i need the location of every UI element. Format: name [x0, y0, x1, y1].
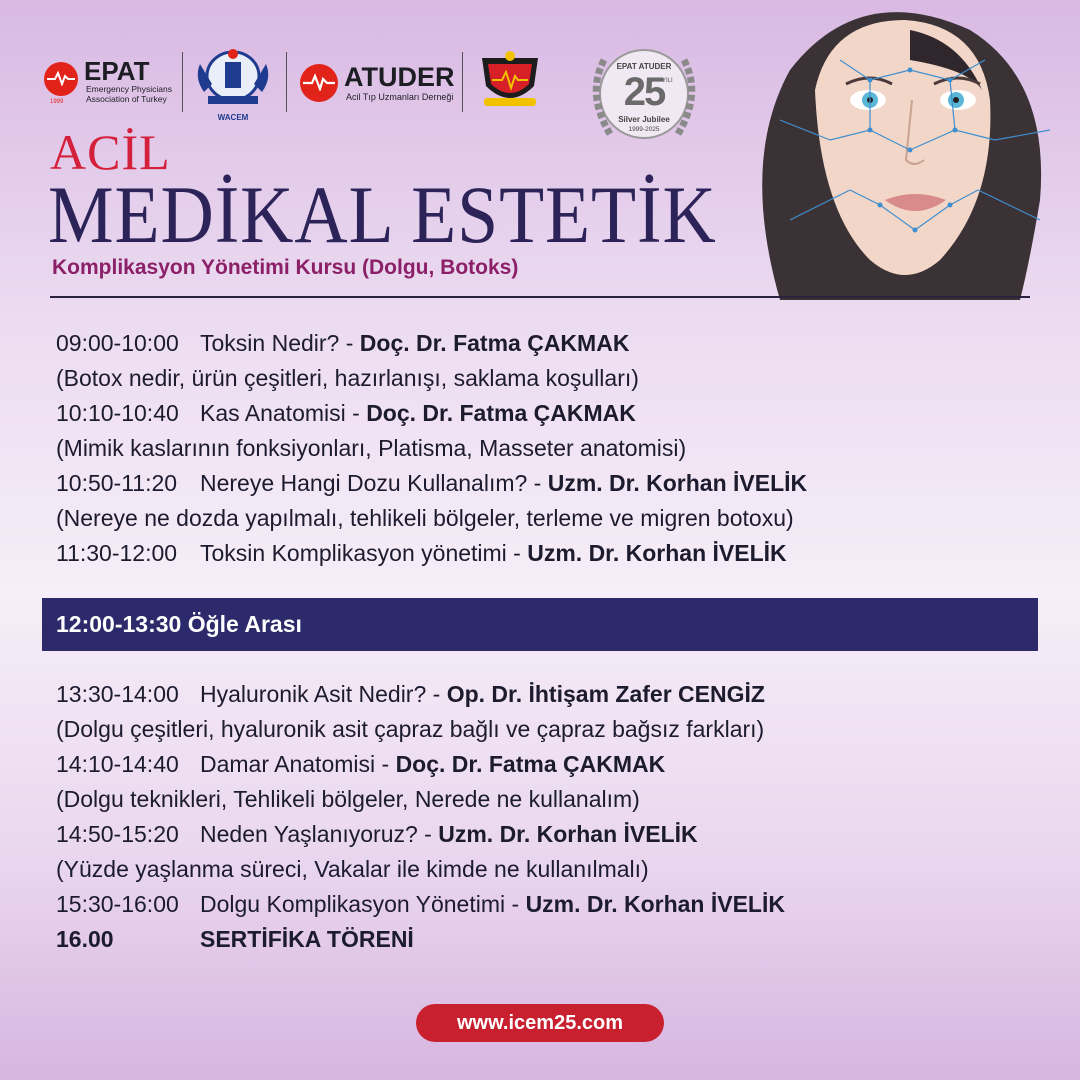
logo-divider — [462, 52, 463, 112]
wacem-crest-icon — [192, 44, 274, 110]
title-acil: ACİL — [50, 124, 171, 180]
schedule-item: 09:00-10:00 Toksin Nedir? - Doç. Dr. Fatma ÇAKMAK (Botox nedir, ürün çeşitleri, hazırlanışı, saklama koşulları) — [56, 330, 639, 391]
wacem-logo: WACEM — [192, 44, 274, 120]
lunch-break-bar: 12:00-13:30 Öğle Arası — [42, 598, 1038, 651]
afternoon-schedule — [56, 677, 1046, 957]
schedule-item: 10:50-11:20 Nereye Hangi Dozu Kullanalım? - Uzm. Dr. Korhan İVELİK (Nereye ne dozda yapılmalı, tehlikeli bölgeler, terleme ve migren botoxu) — [56, 470, 808, 531]
face-illustration-icon — [720, 0, 1080, 300]
schedule-item: 10:10-10:40 Kas Anatomisi - Doç. Dr. Fatma ÇAKMAK (Mimik kaslarının fonksiyonları, Platisma, Masseter anatomisi) — [56, 400, 687, 461]
title-main: MEDİKAL ESTETİK — [48, 169, 717, 260]
atuder-logo — [300, 62, 455, 110]
course-subtitle: Komplikasyon Yönetimi Kursu (Dolgu, Botoks) — [52, 256, 519, 279]
epat-year: 1999 — [50, 99, 64, 105]
schedule-item: 13:30-14:00 Hyaluronik Asit Nedir? - Op. Dr. İhtişam Zafer CENGİZ (Dolgu çeşitleri, hyaluronik asit çapraz bağlı ve çapraz bağsız farkları) — [56, 681, 765, 742]
logo-divider — [182, 52, 183, 112]
website-link[interactable]: www.icem25.com — [416, 1004, 664, 1042]
certificate-ceremony: 16.00 SERTİFİKA TÖRENİ — [56, 926, 414, 952]
epat-fullname: Emergency Physicians Association of Turkey — [86, 84, 172, 104]
schedule-item: 14:10-14:40 Damar Anatomisi - Doç. Dr. Fatma ÇAKMAK (Dolgu teknikleri, Tehlikeli bölgeler, Nerede ne kullanalım) — [56, 751, 666, 812]
morning-schedule — [56, 326, 1046, 571]
epat-logo — [44, 58, 179, 108]
jubilee-number: 25 — [623, 70, 665, 114]
shield-emblem-icon — [476, 50, 544, 112]
atuder-heartbeat-icon — [300, 64, 338, 102]
epat-name: EPAT — [84, 56, 150, 86]
atuder-fullname: Acil Tıp Uzmanları Derneği — [346, 92, 454, 102]
title-divider — [50, 296, 1030, 298]
schedule-item: 11:30-12:00 Toksin Komplikasyon yönetimi - Uzm. Dr. Korhan İVELİK — [56, 540, 787, 566]
schedule-item: 14:50-15:20 Neden Yaşlanıyoruz? - Uzm. Dr. Korhan İVELİK (Yüzde yaşlanma süreci, Vakalar ile kimde ne kullanılmalı) — [56, 821, 698, 882]
atuder-name: ATUDER — [344, 62, 455, 92]
epat-heartbeat-icon — [44, 62, 78, 96]
silver-jubilee-badge: EPAT ATUDER 25 YILI Silver Jubilee 1999-2025 — [576, 30, 712, 158]
logo-divider — [286, 52, 287, 112]
schedule-item: 15:30-16:00 Dolgu Komplikasyon Yönetimi - Uzm. Dr. Korhan İVELİK — [56, 891, 785, 917]
